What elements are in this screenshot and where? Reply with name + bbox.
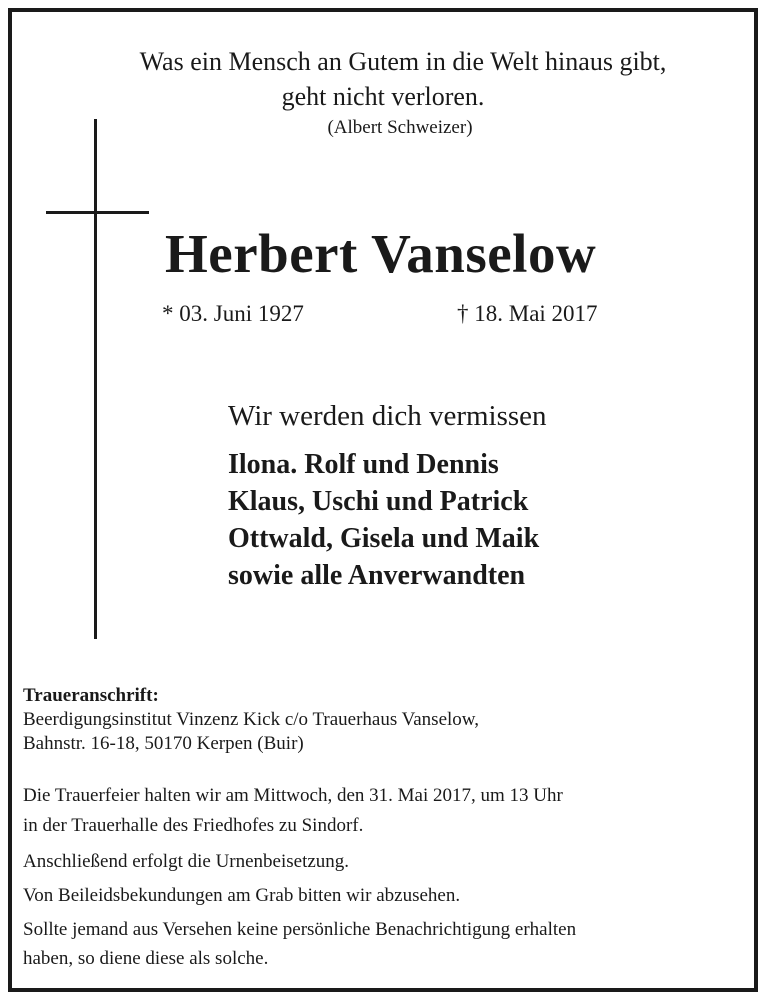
ceremony-line-1: Die Trauerfeier halten wir am Mittwoch, den 31. Mai 2017, um 13 Uhr (23, 785, 563, 806)
notification-line-2: haben, so diene diese als solche. (23, 948, 269, 969)
address-heading: Traueranschrift: (23, 685, 159, 706)
condolence-notice: Von Beileidsbekundungen am Grab bitten wir abzusehen. (23, 885, 461, 906)
ceremony-line-2: in der Trauerhalle des Friedhofes zu Sindorf. (23, 815, 364, 836)
quote-line-1: Was ein Mensch an Gutem in die Welt hinaus gibt, (139, 47, 667, 76)
mourner-line: Ottwald, Gisela und Maik (228, 523, 540, 554)
birth-date: * 03. Juni 1927 (162, 301, 304, 326)
quote-author: (Albert Schweizer) (327, 117, 473, 138)
cross-icon-horizontal (46, 211, 149, 214)
quote-line-2: geht nicht verloren. (281, 82, 485, 111)
urn-notice: Anschließend erfolgt die Urnenbeisetzung. (23, 851, 350, 872)
death-date: † 18. Mai 2017 (457, 301, 598, 326)
address-line-1: Beerdigungsinstitut Vinzenz Kick c/o Trauerhaus Vanselow, (23, 709, 480, 730)
address-block (23, 684, 479, 756)
notification-line-1: Sollte jemand aus Versehen keine persönliche Benachrichtigung erhalten (23, 919, 577, 940)
mourner-line: Klaus, Uschi und Patrick (228, 486, 529, 517)
mourners-list (228, 446, 539, 594)
deceased-name: Herbert Vanselow (165, 223, 597, 284)
address-line-2: Bahnstr. 16-18, 50170 Kerpen (Buir) (23, 733, 304, 754)
message: Wir werden dich vermissen (228, 400, 547, 432)
mourner-line: sowie alle Anverwandten (228, 560, 526, 591)
mourner-line: Ilona. Rolf und Dennis (228, 449, 499, 480)
cross-icon-vertical (94, 119, 97, 639)
